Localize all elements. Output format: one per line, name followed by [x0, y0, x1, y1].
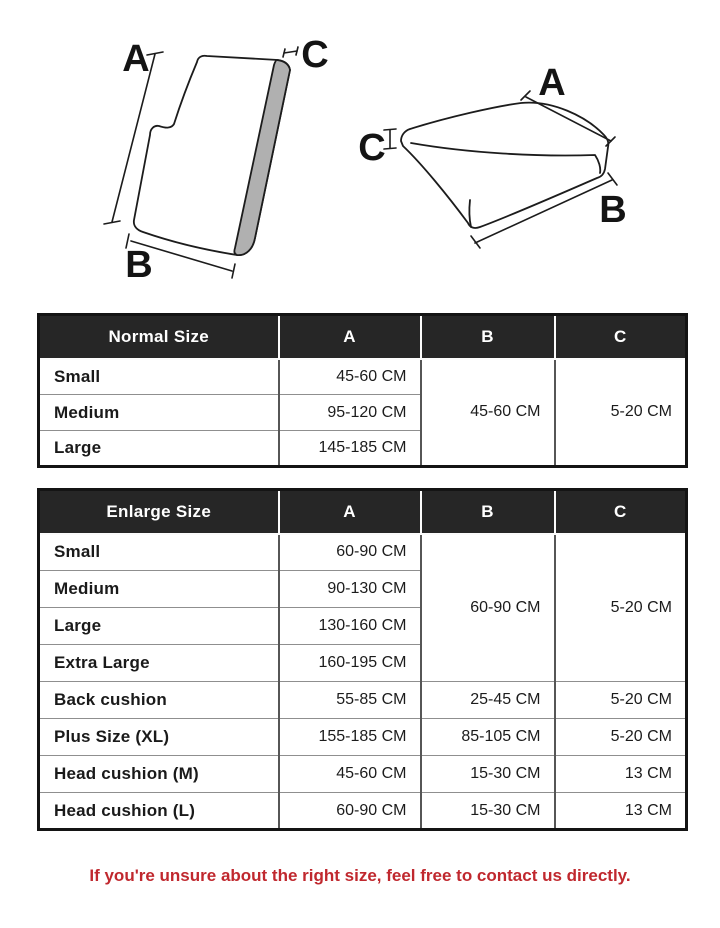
value-b: 15-30 CM [421, 756, 555, 793]
value-b-merged: 60-90 CM [421, 534, 555, 682]
value-b: 25-45 CM [421, 682, 555, 719]
row-label: Small [39, 359, 279, 395]
value-a: 95-120 CM [279, 395, 421, 431]
row-label: Head cushion (L) [39, 793, 279, 830]
row-label: Medium [39, 571, 279, 608]
value-a: 145-185 CM [279, 431, 421, 467]
value-a: 130-160 CM [279, 608, 421, 645]
value-b: 15-30 CM [421, 793, 555, 830]
row-label: Medium [39, 395, 279, 431]
cushion-3d-diagram [358, 62, 626, 248]
measurement-diagrams [0, 0, 720, 305]
table-header-row [39, 490, 687, 534]
column-header-a: A [279, 490, 421, 534]
row-label: Large [39, 431, 279, 467]
table-row [39, 534, 687, 571]
dim-label-a: A [538, 62, 566, 104]
value-c-merged: 5-20 CM [555, 359, 687, 467]
table-row [39, 756, 687, 793]
value-c: 5-20 CM [555, 682, 687, 719]
dim-label-c: C [358, 127, 386, 169]
table-header-row [39, 315, 687, 359]
value-a: 60-90 CM [279, 793, 421, 830]
value-a: 160-195 CM [279, 645, 421, 682]
row-label: Head cushion (M) [39, 756, 279, 793]
value-a: 155-185 CM [279, 719, 421, 756]
table-row [39, 793, 687, 830]
value-c-merged: 5-20 CM [555, 534, 687, 682]
table-row [39, 682, 687, 719]
value-a: 60-90 CM [279, 534, 421, 571]
column-header-c: C [555, 490, 687, 534]
value-a: 45-60 CM [279, 359, 421, 395]
column-header-b: B [421, 315, 555, 359]
normal-size-table [37, 313, 688, 468]
dim-line-c [283, 47, 298, 57]
column-header-a: A [279, 315, 421, 359]
table-row [39, 359, 687, 395]
dim-label-c: C [301, 34, 329, 76]
value-b: 85-105 CM [421, 719, 555, 756]
value-a: 45-60 CM [279, 756, 421, 793]
flat-cushion-cover-diagram [104, 34, 329, 286]
row-label: Small [39, 534, 279, 571]
cushion-outline [401, 103, 608, 228]
dim-label-a: A [122, 38, 150, 80]
row-label: Extra Large [39, 645, 279, 682]
column-header-c: C [555, 315, 687, 359]
row-label: Back cushion [39, 682, 279, 719]
value-a: 55-85 CM [279, 682, 421, 719]
dim-label-b: B [599, 189, 627, 231]
row-label: Large [39, 608, 279, 645]
value-c: 13 CM [555, 793, 687, 830]
row-label: Plus Size (XL) [39, 719, 279, 756]
dim-label-b: B [125, 244, 153, 286]
table-title: Enlarge Size [39, 490, 279, 534]
value-b-merged: 45-60 CM [421, 359, 555, 467]
value-c: 5-20 CM [555, 719, 687, 756]
diagrams-svg [0, 0, 720, 305]
dim-line-c [384, 129, 396, 149]
contact-note: If you're unsure about the right size, feel free to contact us directly. [89, 866, 631, 885]
value-c: 13 CM [555, 756, 687, 793]
table-title: Normal Size [39, 315, 279, 359]
column-header-b: B [421, 490, 555, 534]
value-a: 90-130 CM [279, 571, 421, 608]
table-row [39, 719, 687, 756]
enlarge-size-table [37, 488, 688, 831]
